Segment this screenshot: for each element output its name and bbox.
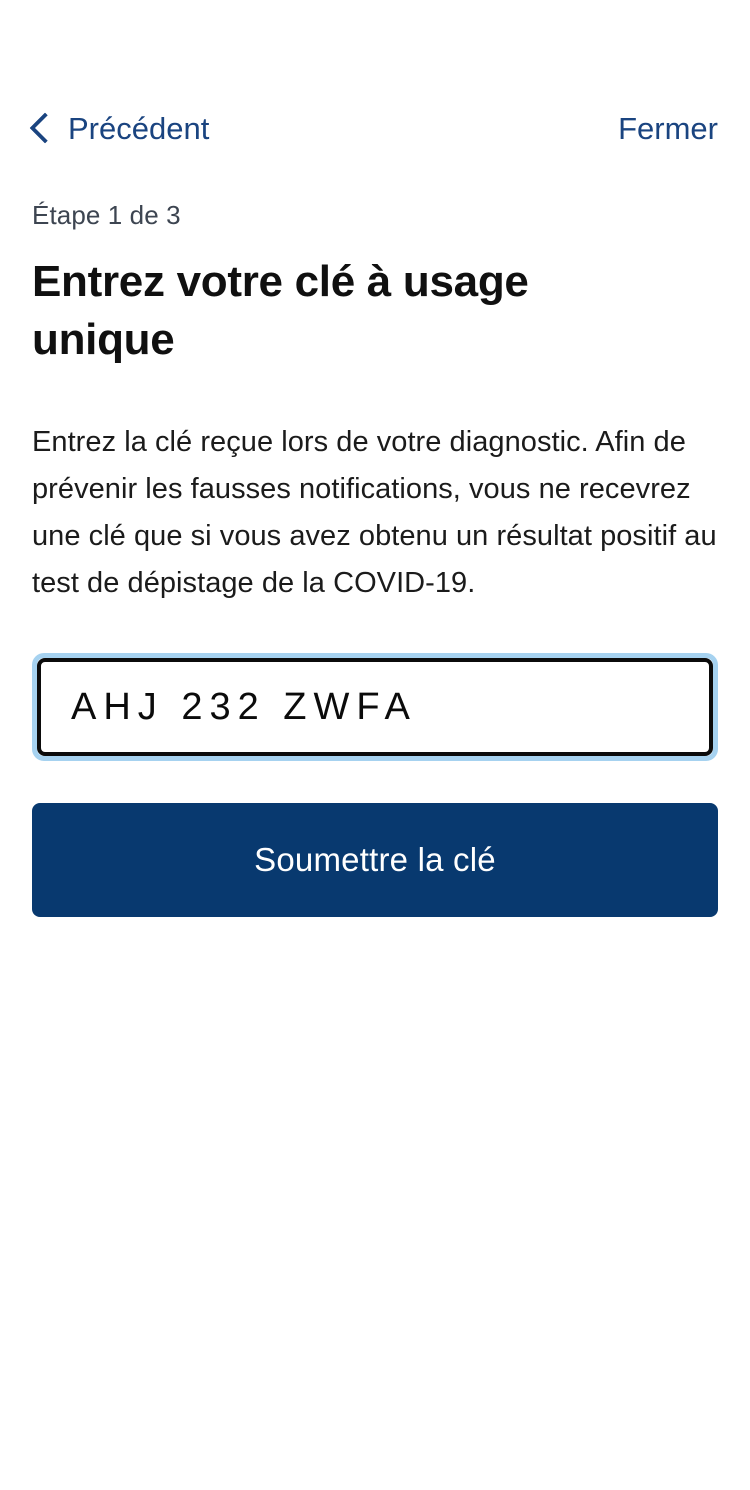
instructions-text: Entrez la clé reçue lors de votre diagnostic. Afin de prévenir les fausses notifications, vous ne recevrez une clé que si vous avez obtenu un résultat positif au test de dépistage de la COVID-19.: [32, 426, 717, 600]
close-button[interactable]: Fermer: [618, 110, 718, 146]
submit-key-button[interactable]: Soumettre la clé: [32, 803, 718, 917]
chevron-left-icon: [29, 112, 60, 143]
back-button-label: Précédent: [68, 110, 210, 146]
one-time-key-input[interactable]: [37, 658, 713, 756]
page-title: Entrez votre clé à usage unique: [32, 257, 529, 365]
back-button[interactable]: [32, 110, 210, 146]
main-content: [0, 200, 750, 917]
one-time-key-field-wrapper: [32, 653, 718, 761]
navigation-bar: [0, 96, 750, 160]
step-indicator: Étape 1 de 3: [32, 200, 181, 230]
